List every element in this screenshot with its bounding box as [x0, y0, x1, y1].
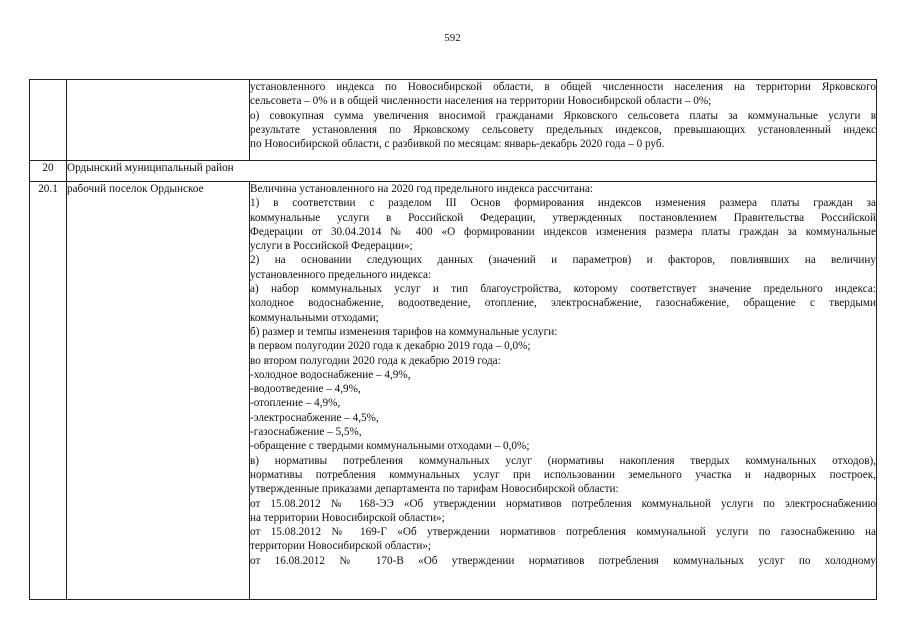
row-number-cell — [30, 80, 67, 161]
text-line: результате установления по Ярковскому сельсовету предельных индексов, превышающих установленный индекс — [250, 123, 876, 136]
document-table — [29, 79, 877, 600]
section-row — [30, 161, 877, 182]
text-line: -газоснабжение – 5,5%, — [250, 426, 362, 439]
text-line: по Новосибирской области, с разбивкой по месяцам: январь-декабрь 2020 года – 0 руб. — [250, 138, 665, 151]
text-line: во втором полугодии 2020 года к декабрю 2019 года: — [250, 354, 501, 367]
text-line: территории Новосибирской области»; — [250, 540, 432, 553]
text-line: о) совокупная сумма увеличения вносимой гражданами Ярковского сельсовета платы за коммунальные услуги в — [250, 109, 876, 122]
section-number: 20 — [42, 162, 54, 174]
text-line: установленного индекса по Новосибирской области, в общей численности населения на территории Ярковского — [250, 81, 876, 93]
text-line: от 15.08.2012 № 168-ЭЭ «Об утверждении нормативов потребления коммунальной услуги по электроснабжению — [250, 497, 876, 510]
entry-name-cell — [67, 182, 250, 600]
continuation-text-cell — [250, 80, 877, 161]
text-line: в первом полугодии 2020 года к декабрю 2019 года – 0,0%; — [250, 340, 531, 353]
text-line: -отопление – 4,9%, — [250, 397, 341, 410]
text-line: установленного предельного индекса: — [250, 268, 432, 281]
text-line: -холодное водоснабжение – 4,9%, — [250, 368, 411, 381]
text-line: а) набор коммунальных услуг и тип благоустройства, которому соответствует значение предельного индекса: — [250, 283, 876, 296]
settlement-name-cell — [67, 80, 250, 161]
text-line: холодное водоснабжение, водоотведение, отопление, электроснабжение, газоснабжение, обращение с твердыми — [250, 297, 876, 310]
text-line: -электроснабжение – 4,5%, — [250, 411, 379, 424]
text-line: 2) на основании следующих данных (значений и параметров) и факторов, повлиявших на величину — [250, 254, 876, 267]
text-line: Величина установленного на 2020 год предельного индекса рассчитана: — [250, 183, 594, 195]
text-line: от 16.08.2012 № 170-В «Об утверждении нормативов потребления коммунальных услуг по холодному — [250, 554, 876, 567]
text-line: 1) в соответствии с разделом III Основ формирования индексов изменения размера платы граждан за — [250, 197, 876, 210]
table-row — [30, 182, 877, 600]
section-number-cell — [30, 161, 67, 182]
entry-text-cell — [250, 182, 877, 600]
table-row — [30, 80, 877, 161]
text-line: на территории Новосибирской области»; — [250, 511, 445, 524]
section-title-cell — [67, 161, 877, 182]
page-number: 592 — [444, 32, 461, 44]
text-line: от 15.08.2012 № 169-Г «Об утверждении нормативов потребления коммунальной услуги по газоснабжению на — [250, 526, 876, 539]
entry-name: рабочий поселок Ордынское — [67, 183, 204, 195]
text-line: б) размер и темпы изменения тарифов на коммунальные услуги: — [250, 325, 558, 338]
entry-number: 20.1 — [38, 183, 58, 195]
text-line: сельсовета – 0% и в общей численности населения на территории Новосибирской области – 0%; — [250, 95, 712, 108]
entry-number-cell — [30, 182, 67, 600]
text-line: утвержденные приказами департамента по тарифам Новосибирской области: — [250, 483, 619, 496]
text-line: нормативы потребления коммунальных услуг при использовании земельного участка и надворных построек, — [250, 468, 876, 481]
text-line: -водоотведение – 4,9%, — [250, 383, 361, 396]
text-line: Федерации от 30.04.2014 № 400 «О формировании индексов изменения размера платы граждан за коммунальные — [250, 225, 876, 238]
text-line: -обращение с твердыми коммунальными отходами – 0,0%; — [250, 440, 530, 453]
section-title: Ордынский муниципальный район — [67, 162, 234, 174]
text-line: коммунальные услуги в Российской Федерации, утвержденных постановлением Правительства Российской — [250, 211, 876, 224]
text-line: в) нормативы потребления коммунальных услуг (нормативы накопления твердых коммунальных отходов), — [250, 454, 876, 467]
text-line: услуги в Российской Федерации»; — [250, 240, 413, 253]
text-line: коммунальными отходами; — [250, 311, 379, 324]
